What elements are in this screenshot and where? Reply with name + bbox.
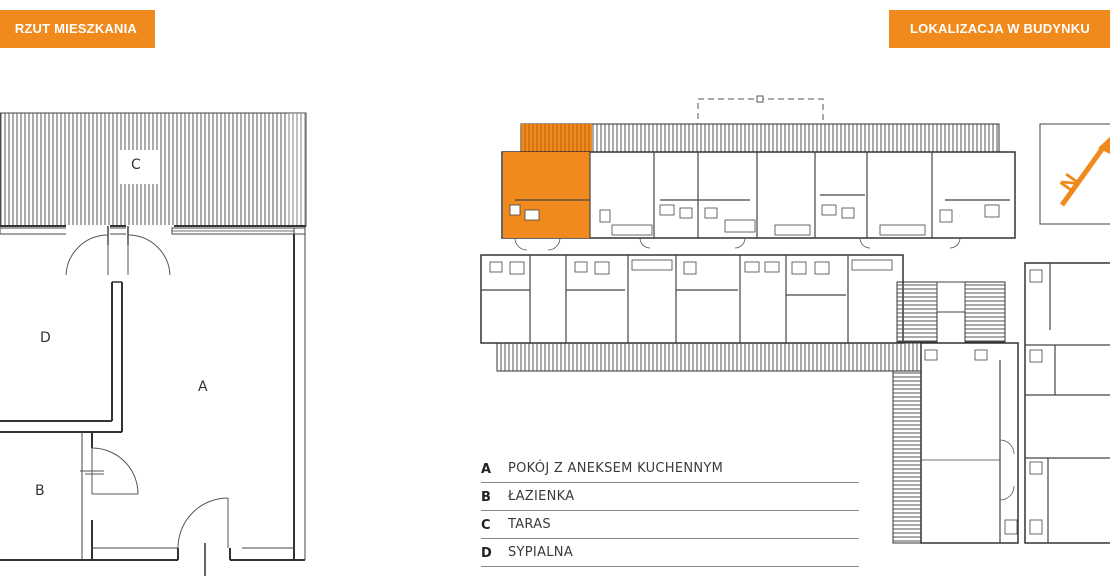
legend-letter: B bbox=[481, 490, 491, 505]
legend-text: SYPIALNA bbox=[508, 545, 574, 560]
compass-north-label: N bbox=[1054, 169, 1085, 197]
legend-letter: A bbox=[481, 462, 492, 477]
room-d-label: D bbox=[40, 330, 51, 346]
legend-letter: D bbox=[481, 546, 492, 561]
legend-row bbox=[481, 455, 859, 483]
legend-text: POKÓJ Z ANEKSEM KUCHENNYM bbox=[508, 461, 724, 476]
highlighted-apartment bbox=[503, 152, 590, 238]
compass-icon bbox=[1040, 124, 1110, 224]
room-b-label: B bbox=[35, 483, 45, 499]
legend-row bbox=[481, 511, 859, 539]
apartment-plan-tag-label: RZUT MIESZKANIA bbox=[14, 21, 137, 36]
room-a-label: A bbox=[198, 379, 208, 395]
building-location-tag-label: LOKALIZACJA W BUDYNKU bbox=[910, 21, 1090, 36]
legend-row bbox=[481, 539, 859, 567]
legend-text: TARAS bbox=[508, 517, 551, 532]
legend-text: ŁAZIENKA bbox=[508, 489, 575, 504]
legend-letter: C bbox=[481, 518, 491, 533]
legend-row bbox=[481, 483, 859, 511]
room-c-label: C bbox=[131, 157, 141, 173]
